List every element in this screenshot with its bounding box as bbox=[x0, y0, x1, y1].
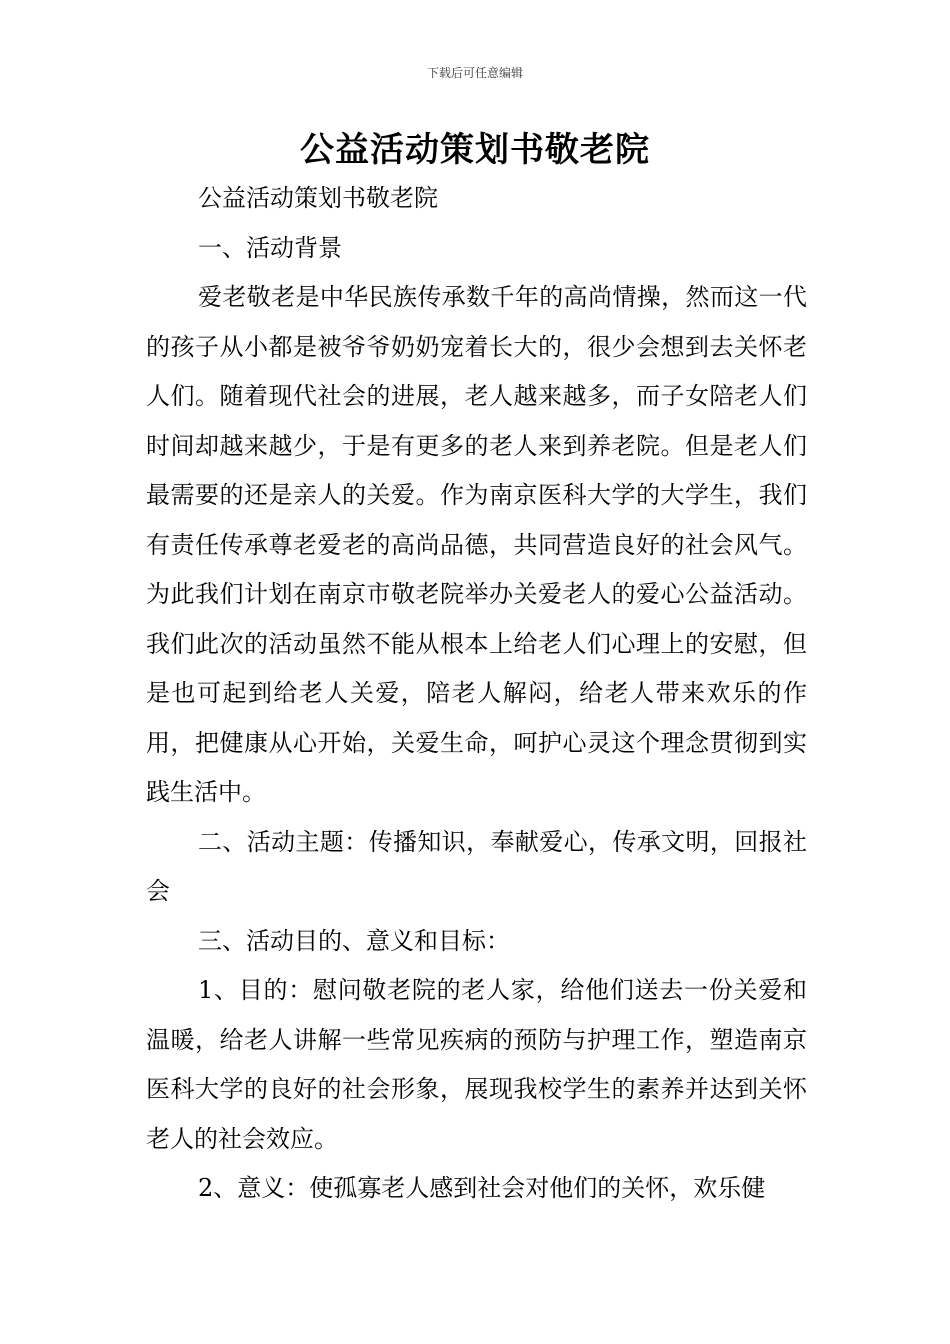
document-title: 公益活动策划书敬老院 bbox=[300, 130, 650, 170]
section-heading-theme: 二、活动主题：传播知识，奉献爱心，传承文明，回报社会 bbox=[146, 827, 807, 905]
document-body bbox=[146, 174, 807, 1214]
significance-paragraph: 2、意义：使孤寡老人感到社会对他们的关怀，欢乐健 bbox=[198, 1174, 766, 1202]
page-header-note: 下载后可任意编辑 bbox=[426, 66, 523, 80]
section-heading-background: 一、活动背景 bbox=[198, 233, 342, 262]
purpose-paragraph: 1、目的：慰问敬老院的老人家，给他们送去一份关爱和温暖，给老人讲解一些常见疾病的预防与护理工作，塑造南京医科大学的良好的社会形象，展现我校学生的素养并达到关怀老人的社会效应。 bbox=[146, 976, 807, 1153]
section-heading-goals: 三、活动目的、意义和目标： bbox=[198, 926, 510, 955]
background-paragraph: 爱老敬老是中华民族传承数千年的高尚情操，然而这一代的孩子从小都是被爷爷奶奶宠着长大的，很少会想到去关怀老人们。随着现代社会的进展，老人越来越多，而子女陪老人们时间却越来越少，于是有更多的老人来到养老院。但是老人们最需要的还是亲人的关爱。作为南京医科大学的大学生，我们有责任传承尊老爱老的高尚品德，共同营造良好的社会风气。为此我们计划在南京市敬老院举办关爱老人的爱心公益活动。我们此次的活动虽然不能从根本上给老人们心理上的安慰，但是也可起到给老人关爱，陪老人解闷，给老人带来欢乐的作用，把健康从心开始，关爱生命，呵护心灵这个理念贯彻到实践生活中。 bbox=[146, 283, 807, 806]
subtitle-paragraph: 公益活动策划书敬老院 bbox=[198, 184, 438, 212]
